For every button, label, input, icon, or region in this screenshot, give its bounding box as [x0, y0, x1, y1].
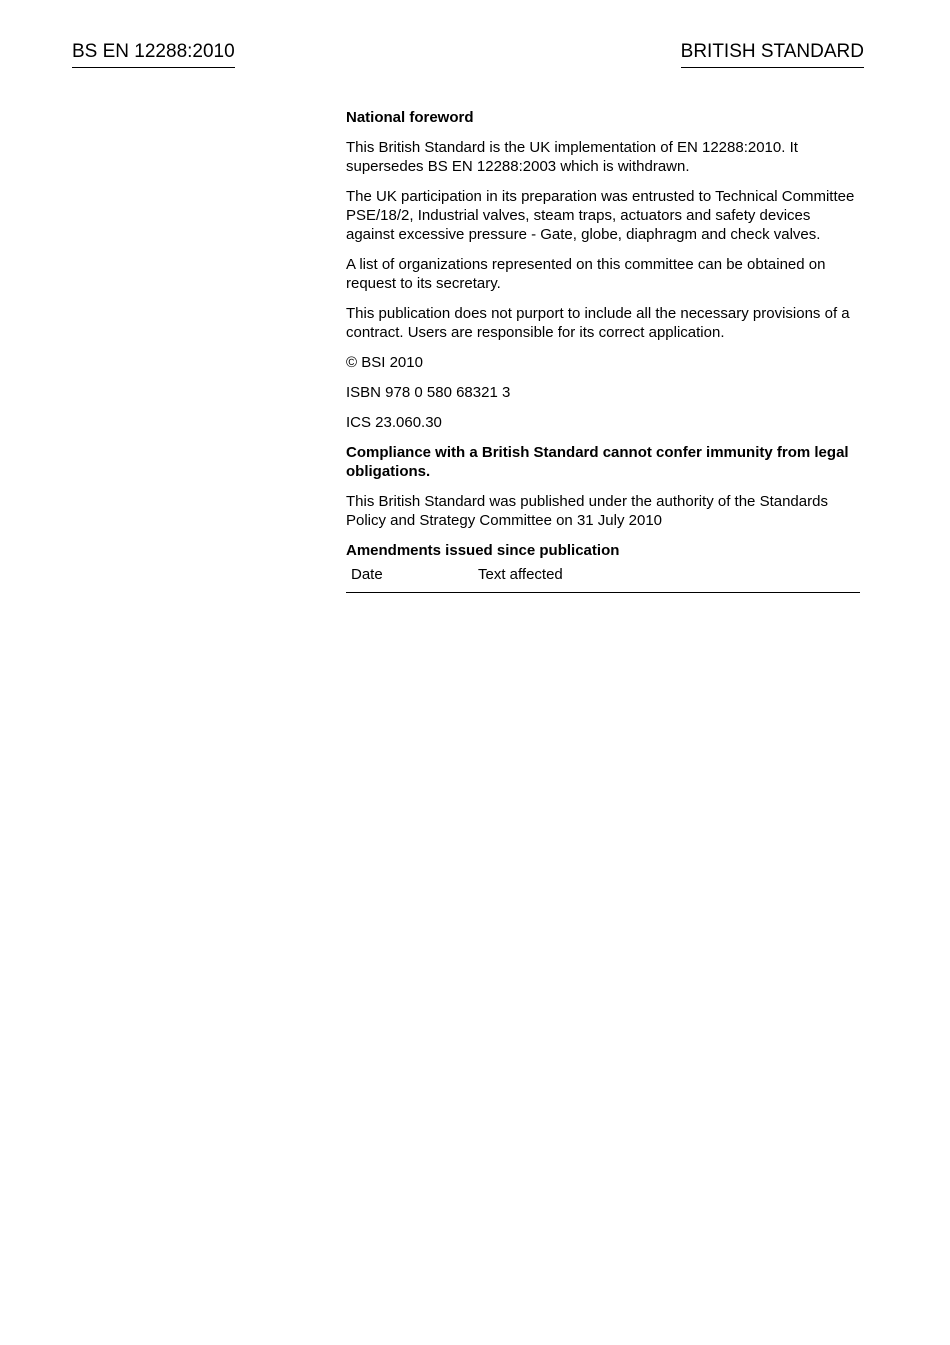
- foreword-paragraph-organizations: A list of organizations represented on this committee can be obtained on request to its secretary.: [346, 256, 826, 292]
- compliance-statement: Compliance with a British Standard cannot confer immunity from legal obligations.: [346, 444, 849, 480]
- amendments-title: Amendments issued since publication: [346, 542, 620, 559]
- amendments-column-date: Date: [351, 566, 383, 583]
- foreword-paragraph-committee: The UK participation in its preparation was entrusted to Technical Committee PSE/18/2, Industrial valves, steam traps, actuators and safety devices against excessive pressure - Gate, globe, diaphragm and check valves.: [346, 188, 855, 243]
- isbn-number: ISBN 978 0 580 68321 3: [346, 384, 511, 401]
- foreword-title: National foreword: [346, 109, 474, 126]
- copyright-notice: © BSI 2010: [346, 354, 423, 371]
- authority-statement: This British Standard was published under the authority of the Standards Policy and Strategy Committee on 31 July 2010: [346, 493, 828, 529]
- amendments-table: [346, 565, 860, 593]
- foreword-paragraph-contract: This publication does not purport to include all the necessary provisions of a contract. Users are responsible for its correct application.: [346, 305, 850, 341]
- national-foreword: [346, 108, 860, 593]
- header-standard-number: BS EN 12288:2010: [72, 40, 235, 68]
- amendments-column-text-affected: Text affected: [478, 566, 563, 583]
- header-publication-type: BRITISH STANDARD: [681, 40, 864, 68]
- foreword-paragraph-implementation: This British Standard is the UK implementation of EN 12288:2010. It supersedes BS EN 12288:2003 which is withdrawn.: [346, 139, 798, 175]
- ics-code: ICS 23.060.30: [346, 414, 442, 431]
